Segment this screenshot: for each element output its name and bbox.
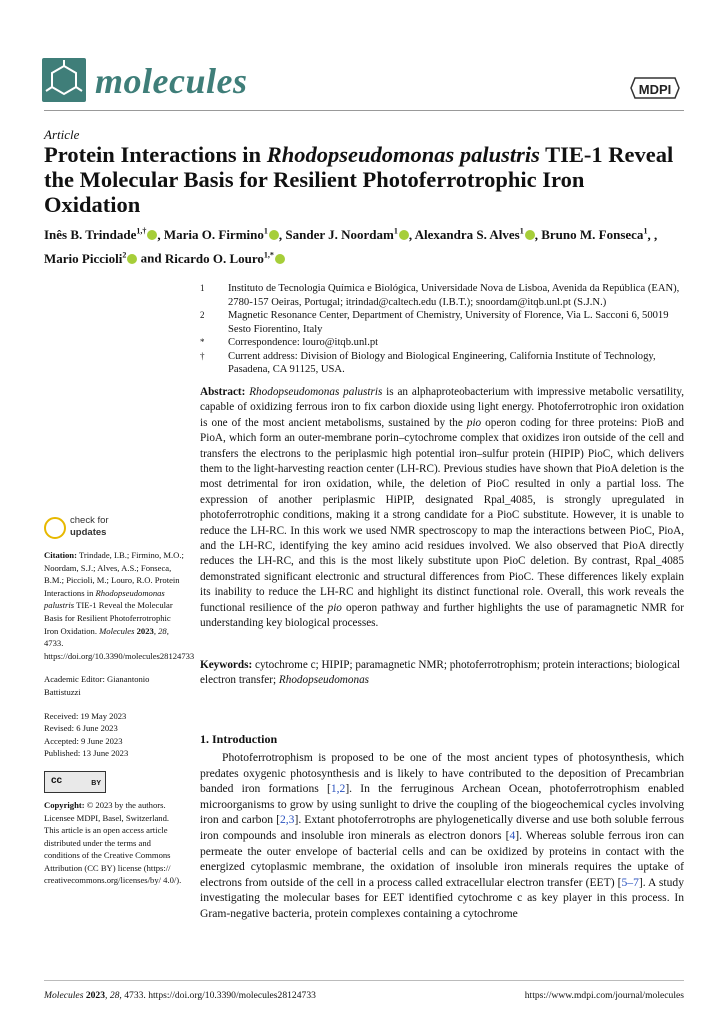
author — [164, 227, 279, 242]
sidebar — [44, 549, 195, 898]
cc-by-license-badge[interactable] — [44, 771, 106, 793]
abstract-label: Abstract: — [200, 386, 246, 398]
citation-journal: Molecules — [99, 625, 135, 636]
author-affiliation-mark: 1 — [519, 227, 524, 236]
header-divider — [44, 110, 684, 111]
publisher-logo — [629, 74, 681, 102]
journal-logo-icon — [42, 58, 86, 102]
author-name: Alexandra S. Alves — [414, 227, 520, 243]
intro-text: ]. A study investigating the molecular bases for EET identified cytochrome c as key player in this process. In Gram-negative bacteria, protein complexes containing a cytochrome — [200, 875, 684, 920]
copyright — [44, 799, 186, 887]
author-separator: , — [647, 227, 654, 243]
footer-journal-url[interactable]: https://www.mdpi.com/journal/molecules — [524, 990, 684, 1001]
author — [285, 227, 408, 242]
check-for-updates-button[interactable] — [44, 515, 124, 545]
author-name: Bruno M. Fonseca — [541, 227, 644, 243]
affiliation-mark: 1 — [200, 283, 205, 293]
affiliation-mark: * — [200, 337, 205, 347]
footer-citation — [44, 990, 316, 1001]
affiliation — [200, 282, 684, 309]
intro-text: ]. Extant photoferrotrophs are phylogenetically diverse and use both soluble ferrous iron compounds and insoluble iron minerals as electron donors [ — [200, 813, 684, 842]
affiliation-text: Instituto de Tecnologia Química e Biológica, Universidade Nova de Lisboa, Avenida da República (EAN), 2780-157 Oeiras, Portugal; itrindad@caltech.edu (I.B.T.); snoordam@itqb.unl.pt (S.J.N.) — [228, 283, 680, 308]
author-name: Maria O. Firmino — [163, 227, 264, 243]
footer-volume: , 28, — [105, 990, 122, 1001]
footer-doi[interactable]: 4733. https://doi.org/10.3390/molecules28124733 — [121, 990, 316, 1001]
keywords — [200, 658, 684, 689]
intro-text: ]. In the ferruginous Archean Ocean, photoferrotrophism enabled microorganisms to grow by using sunlight to drive the coupling of the biogeochemical cycles involving iron and carbon [ — [200, 782, 684, 827]
article-type: Article — [44, 127, 80, 142]
intro-text: ]. Whereas soluble ferrous iron can permeate the outer envelope of bacterial cells and can be oxidized by proteins in contact with the energized cytoplasmic membrane, the oxidation of insoluble iron minerals requires the uptake of electrons from outside of the cell in a process called extracellular electron transfer (EET) [ — [200, 828, 684, 889]
intro-text: Photoferrotrophism is proposed to be one of the most ancient types of photosynthesis, which predates oxygenic photosynthesis and is likely to have contributed to the deposition of Precambrian banded iron formations [ — [200, 751, 684, 796]
check-line: check for — [70, 515, 109, 526]
publisher-name: MDPI — [638, 82, 672, 97]
author-name: Inês B. Trindade — [44, 227, 137, 243]
affiliation-text: Magnetic Resonance Center, Department of Chemistry, University of Florence, Via L. Sacconi 6, 50019 Sesto Fiorentino, Italy — [228, 310, 669, 335]
author-affiliation-mark: 1,† — [136, 227, 147, 236]
author — [165, 251, 285, 266]
author-affiliation-mark: 1 — [263, 227, 268, 236]
title-species: Rhodopseudomonas palustris — [266, 142, 540, 167]
abstract-species: Rhodopseudomonas palustris — [249, 386, 383, 398]
cc-label: cc — [51, 774, 63, 786]
citation — [44, 549, 195, 662]
citation-text: Trindade, I.B.; Firmino, M.O.; Noordam, S.J.; Alves, A.S.; Fonseca, B.M.; Piccioli, M.; Louro, R.O. Protein Interactions in — [44, 550, 184, 598]
copyright-label: Copyright: — [44, 799, 85, 810]
author-name: Ricardo O. Louro — [164, 250, 264, 266]
author-affiliation-mark: 1 — [393, 227, 398, 236]
academic-editor: Academic Editor: Gianantonio Battistuzzi — [44, 674, 150, 697]
intro-paragraph — [200, 750, 684, 922]
orcid-icon[interactable] — [269, 230, 279, 240]
citation-text: TIE-1 Reveal the Molecular Basis for Resilient Photoferrotrophic Iron Oxidation. — [44, 600, 173, 636]
section-heading: 1. Introduction — [200, 732, 278, 746]
abstract-pio: pio — [466, 416, 482, 429]
cc-by-label: BY — [91, 780, 101, 788]
orcid-icon[interactable] — [147, 230, 157, 240]
keywords-last: Rhodopseudomonas — [278, 674, 370, 687]
check-updates-label — [70, 515, 109, 539]
date-published: Published: 13 June 2023 — [44, 748, 129, 759]
check-updates-icon — [44, 517, 66, 539]
affiliation-text: Correspondence: louro@itqb.unl.pt — [228, 337, 379, 348]
author-affiliation-mark: 2 — [122, 250, 127, 260]
author-separator: , — [278, 227, 286, 243]
abstract-text: operon coding for three proteins: PioB and PioA, which form an outer-membrane porin–cytochrome complex that oxidizes iron outside of the cell and transfers the electrons to the periplasmic high potential iron–sulfur protein (HIPIP) PioC, which delivers them to the light-harvesting reaction center (LH-RC). Previous studies have shown that PioA deletion is the most detrimental for iron oxidation, while, the deletion of PioC resulted in only a partial loss. The expression of another periplasmic HiPIP, designated Rpal_4085, is strongly upregulated in photoferrotrophic conditions, making it a strong candidate for a PioC substitute. However, it is unable to reduce the LH-RC. In this work we used NMR spectroscopy to map the interactions between PioC, PioA, and the LH-RC, identifying the key amino acid residues involved. We also observed that PioA directly reduces the LH-RC, and this is the most likely substitute upon PioC deletion. By contrast, Rpal_4085 demonstrated significant electronic and structural differences from PioC. These differences likely explain its inability to reduce the LH-RC and highlight its distinct functional role. Overall, this work reveals the functional resilience of the — [200, 416, 684, 614]
copyright-text: © 2023 by the authors. Licensee MDPI, Basel, Switzerland. This article is an open access article distributed under the terms and conditions of the Creative Commons Attribution (CC BY) license (https:// creativecommons.org/licenses/by/ 4.0/). — [44, 799, 182, 886]
affiliation — [200, 350, 684, 377]
abstract-text: operon pathway and further highlights the use of paramagnetic NMR for understanding key biological processes. — [200, 601, 685, 630]
abstract-text: is an alphaproteobacterium with impressive metabolic versatility, capable of oxidizing ferrous iron to fix carbon dioxide using light energy. Photoferrotrophic iron oxidation is one of the most ancient metabolisms, sustained by the — [200, 386, 684, 429]
orcid-icon[interactable] — [127, 254, 137, 264]
reference-link[interactable]: 1,2 — [330, 782, 346, 796]
date-revised: Revised: 6 June 2023 — [44, 723, 118, 734]
reference-link[interactable]: 2,3 — [279, 813, 295, 827]
author-list: Inês B. Trindade$^{1,\dagger}$ , Maria O. Firmino$^1$ , Sander J. Noordam$^1$ , Alexandra S. Alves$^1$ , Bruno M. Fonseca$^1$, , Mario Piccioli$^2$ and Ricardo O. Louro$^{1,*}$ — [44, 227, 658, 266]
citation-doi[interactable]: 4733. https://doi.org/10.3390/molecules28124733 — [44, 638, 195, 661]
author — [415, 227, 535, 242]
keywords-text: cytochrome c; HIPIP; paramagnetic NMR; photoferrotrophism; protein interactions; biological electron transfer; — [200, 659, 681, 687]
author-name: Sander J. Noordam — [285, 227, 394, 243]
author-affiliation-mark: 1,* — [263, 250, 274, 260]
citation-volume: , 28, — [153, 625, 169, 636]
orcid-icon[interactable] — [525, 230, 535, 240]
title-part: Protein Interactions in — [44, 142, 267, 167]
title-part: TIE-1 Reveal the Molecular Basis for Resilient Photoferrotrophic Iron Oxidation — [44, 142, 674, 217]
abstract-pio: pio — [327, 601, 342, 614]
affiliation-mark: 2 — [200, 310, 205, 320]
reference-link[interactable]: 4 — [509, 828, 516, 842]
author — [44, 227, 157, 242]
orcid-icon[interactable] — [399, 230, 409, 240]
affiliation — [200, 309, 684, 336]
author-name: Mario Piccioli — [44, 250, 123, 266]
footer-journal: Molecules — [44, 990, 84, 1001]
author-separator: and — [137, 250, 165, 266]
citation-year: 2023 — [134, 625, 154, 636]
citation-species: Rhodopseudomonas palustris — [44, 587, 165, 611]
keywords-label: Keywords: — [200, 659, 253, 671]
dates — [44, 710, 186, 760]
abstract — [200, 385, 684, 632]
author-separator: , — [408, 227, 415, 243]
author-affiliation-mark: 1 — [643, 227, 648, 236]
affiliation-mark: † — [200, 350, 205, 361]
journal-name: molecules — [95, 61, 248, 101]
orcid-icon[interactable] — [275, 254, 285, 264]
date-received: Received: 19 May 2023 — [44, 710, 127, 721]
citation-label: Citation: — [44, 550, 77, 560]
check-line: updates — [70, 527, 107, 538]
affiliation — [200, 336, 684, 350]
footer-divider — [44, 980, 684, 981]
author-separator: , — [157, 227, 164, 243]
author — [541, 227, 647, 242]
date-accepted: Accepted: 9 June 2023 — [44, 735, 123, 746]
footer-year: 2023 — [83, 990, 106, 1001]
affiliation-text: Current address: Division of Biology and Biological Engineering, California Institute of Technology, Pasadena, CA 91125, USA. — [228, 350, 656, 375]
reference-link[interactable]: 5–7 — [621, 875, 639, 889]
author-separator: , — [534, 227, 542, 243]
article-title — [44, 142, 684, 217]
author — [44, 251, 137, 266]
affiliations — [200, 282, 684, 377]
